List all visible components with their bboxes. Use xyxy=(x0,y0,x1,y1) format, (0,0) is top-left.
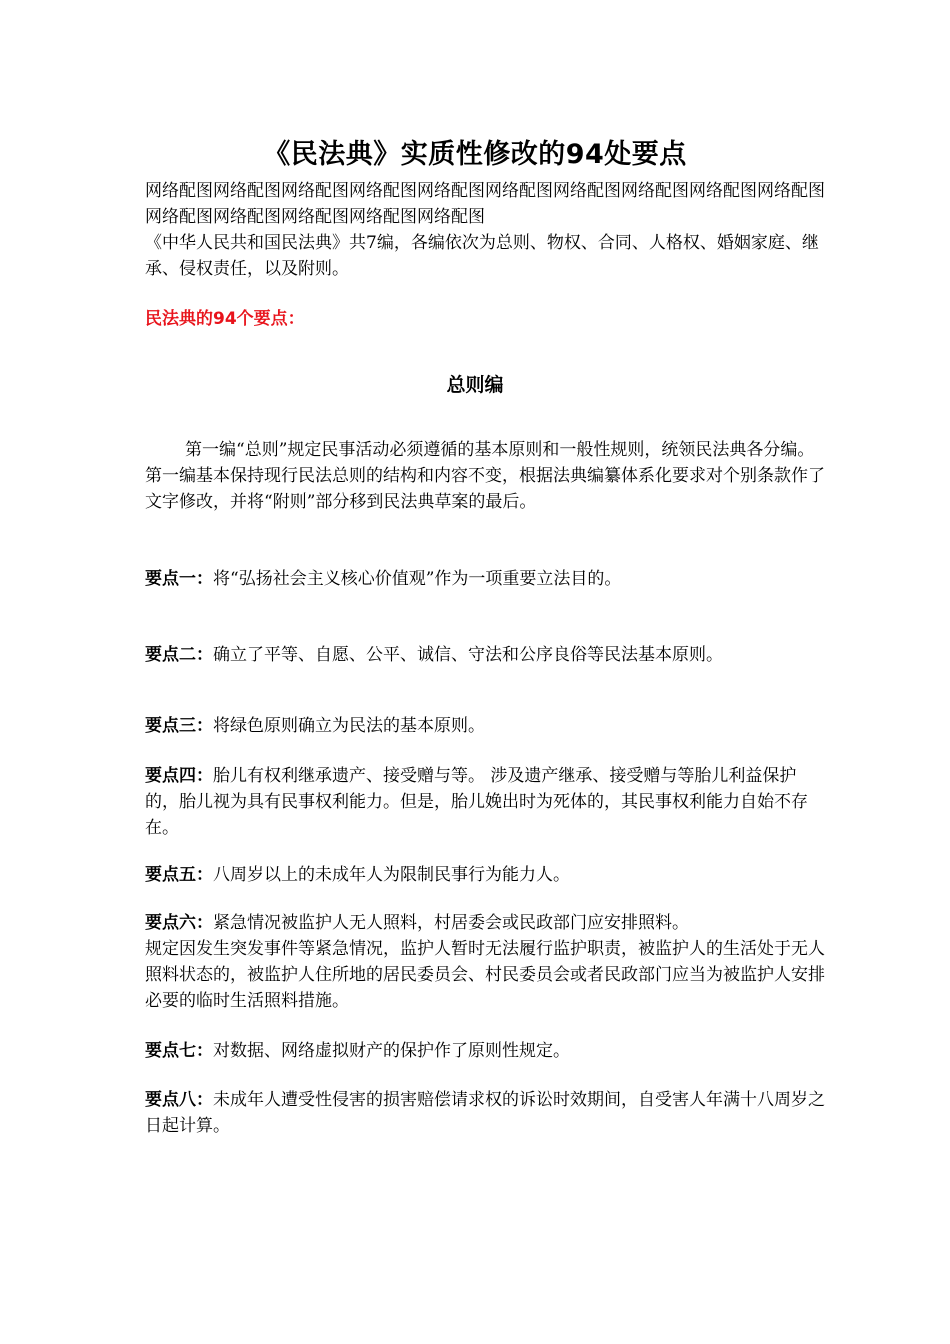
point-label: 要点八： xyxy=(145,1090,213,1110)
point-text: 胎儿有权利继承遗产、接受赠与等。 涉及遗产继承、接受赠与等胎儿利益保护的，胎儿视为具有民事权利能力。但是，胎儿娩出时为死体的，其民事权利能力自始不存在。 xyxy=(145,766,808,838)
point-7 xyxy=(145,1038,825,1064)
point-label: 要点六： xyxy=(145,913,213,933)
point-text: 对数据、网络虚拟财产的保护作了原则性规定。 xyxy=(213,1041,570,1061)
point-6 xyxy=(145,910,825,1014)
point-label: 要点五： xyxy=(145,865,213,885)
points-heading: 民法典的94个要点： xyxy=(145,309,305,329)
point-8 xyxy=(145,1087,825,1139)
point-text: 确立了平等、自愿、公平、诚信、守法和公序良俗等民法基本原则。 xyxy=(213,645,723,665)
point-text: 八周岁以上的未成年人为限制民事行为能力人。 xyxy=(213,865,570,885)
document-title: 《民法典》实质性修改的94处要点 xyxy=(263,139,687,170)
point-text: 未成年人遭受性侵害的损害赔偿请求权的诉讼时效期间，自受害人年满十八周岁之日起计算。 xyxy=(145,1090,825,1136)
point-text: 将“弘扬社会主义核心价值观”作为一项重要立法目的。 xyxy=(213,569,622,589)
point-text: 将绿色原则确立为民法的基本原则。 xyxy=(213,716,485,736)
point-5 xyxy=(145,862,825,888)
point-detail: 规定因发生突发事件等紧急情况，监护人暂时无法履行监护职责，被监护人的生活处于无人照料状态的，被监护人住所地的居民委员会、村民委员会或者民政部门应当为被监护人安排必要的临时生活照料措施。 xyxy=(145,939,825,1011)
point-1 xyxy=(145,566,825,592)
section-title: 总则编 xyxy=(446,374,504,396)
point-4 xyxy=(145,763,825,841)
section-intro: 第一编“总则”规定民事活动必须遵循的基本原则和一般性规则，统领民法典各分编。第一编基本保持现行民法总则的结构和内容不变，根据法典编纂体系化要求对个别条款作了文字修改，并将“附则”部分移到民法典草案的最后。 xyxy=(145,440,825,512)
point-label: 要点三： xyxy=(145,716,213,736)
intro-paragraph: 《中华人民共和国民法典》共7编，各编依次为总则、物权、合同、人格权、婚姻家庭、继承、侵权责任，以及附则。 xyxy=(145,233,819,279)
point-label: 要点七： xyxy=(145,1041,213,1061)
point-label: 要点四： xyxy=(145,766,213,786)
point-text: 紧急情况被监护人无人照料，村居委会或民政部门应安排照料。 xyxy=(213,913,689,933)
point-3 xyxy=(145,713,825,739)
point-label: 要点二： xyxy=(145,645,213,665)
point-2 xyxy=(145,642,825,668)
point-label: 要点一： xyxy=(145,569,213,589)
watermark-text: 网络配图网络配图网络配图网络配图网络配图网络配图网络配图网络配图网络配图网络配图网络配图网络配图网络配图网络配图网络配图 xyxy=(145,181,825,227)
